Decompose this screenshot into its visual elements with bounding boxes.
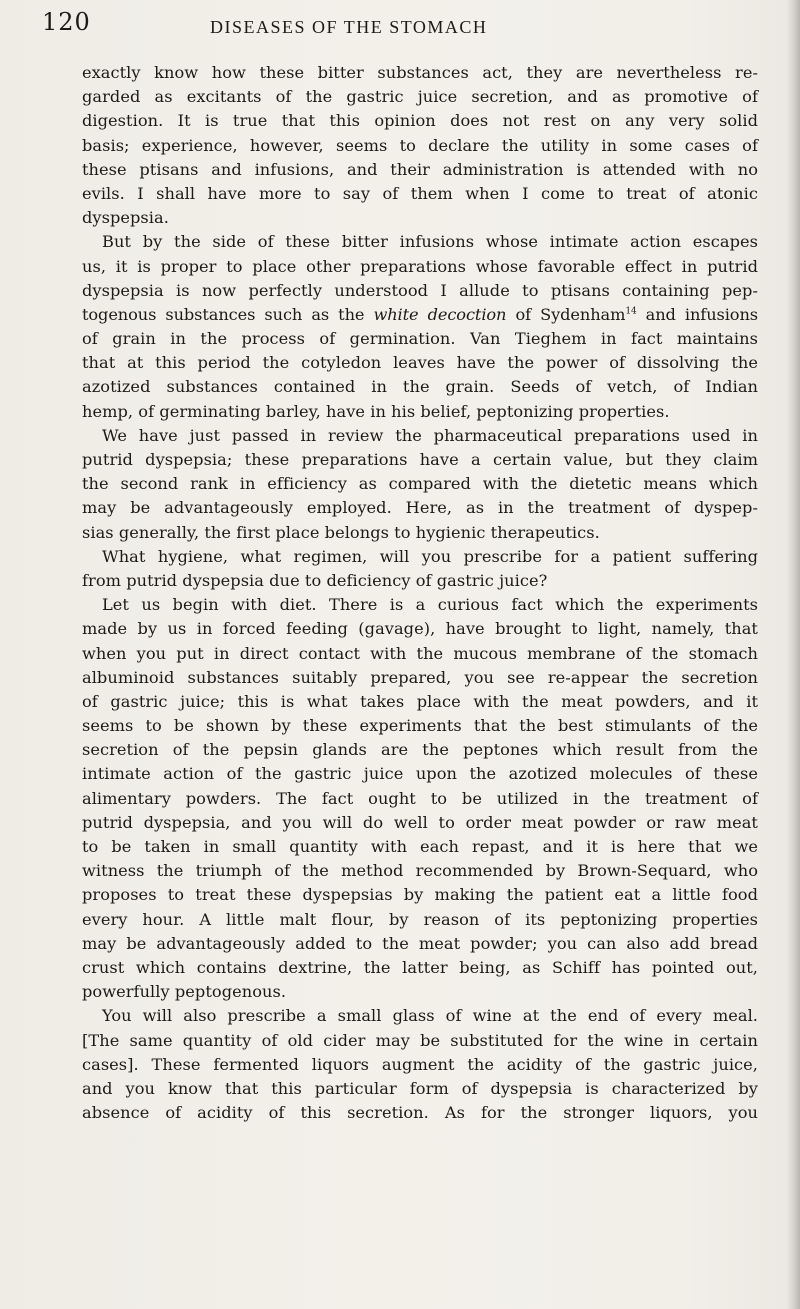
text-segment: and infusions [636,304,758,324]
page-edge-shadow [786,0,800,1309]
text-line: powerfully peptogenous. [82,982,287,1002]
text-line: alimentary powders. The fact ought to be utilized in the treatment of [82,788,758,808]
text-line: may be advantageously employed. Here, as in the treatment of dyspep- [82,498,758,518]
text-line: of grain in the process of germination. Van Tieghem in fact maintains [82,329,758,349]
text-line: from putrid dyspepsia due to deficiency of gastric juice? [82,570,548,590]
text-line: digestion. It is true that this opinion does not rest on any very solid [82,111,758,131]
text-line: may be advantageously added to the meat powder; you can also add bread [82,933,758,953]
text-line: evils. I shall have more to say of them when I come to treat of atonic [82,183,758,203]
text-line: azotized substances contained in the grain. Seeds of vetch, of Indian [82,377,758,397]
text-line: putrid dyspepsia, and you will do well to order meat powder or raw meat [82,812,758,832]
footnote-reference: 14 [625,306,637,317]
text-line: We have just passed in review the pharmaceutical preparations used in [102,425,758,445]
page-number: 120 [42,8,91,36]
body-text [82,61,758,1125]
text-line: these ptisans and infusions, and their administration is attended with no [82,159,758,179]
text-segment: of Sydenham [506,304,626,324]
text-line: made by us in forced feeding (gavage), have brought to light, namely, that [82,619,758,639]
text-line: You will also prescribe a small glass of wine at the end of every meal. [102,1006,758,1026]
text-line: seems to be shown by these experiments that the best stimulants of the [82,716,758,736]
text-line: What hygiene, what regimen, will you prescribe for a patient suffering [102,546,758,566]
text-line: absence of acidity of this secretion. As for the stronger liquors, you [82,1103,758,1123]
text-line: proposes to treat these dyspepsias by making the patient eat a little food [82,885,758,905]
text-line: witness the triumph of the method recommended by Brown-Sequard, who [82,861,758,881]
text-line: exactly know how these bitter substances act, they are nevertheless re- [82,63,758,82]
text-line: Let us begin with diet. There is a curious fact which the experiments [102,595,758,615]
text-line: [The same quantity of old cider may be substituted for the wine in certain [82,1030,758,1050]
emphasis-white-decoction: white decoction [373,304,507,324]
running-head: DISEASES OF THE STOMACH [210,17,488,37]
text-segment: togenous substances such as the [82,304,374,324]
text-line: of gastric juice; this is what takes place with the meat powders, and it [82,691,758,711]
text-line: to be taken in small quantity with each repast, and it is here that we [82,837,758,856]
text-line: garded as excitants of the gastric juice secretion, and as promotive of [82,87,758,107]
text-line: crust which contains dextrine, the latter being, as Schiff has pointed out, [82,957,758,977]
text-line: cases]. These fermented liquors augment the acidity of the gastric juice, [82,1054,758,1074]
text-line-with-emphasis [82,303,758,327]
text-line: intimate action of the gastric juice upon the azotized molecules of these [82,764,758,784]
text-line: dyspepsia is now perfectly understood I allude to ptisans containing pep- [82,280,758,300]
page-header [42,6,758,46]
text-line: us, it is proper to place other preparations whose favorable effect in putrid [82,256,758,276]
text-line: putrid dyspepsia; these preparations have a certain value, but they claim [82,450,758,469]
text-line: that at this period the cotyledon leaves have the power of dissolving the [82,353,758,373]
text-line: dyspepsia. [82,208,169,228]
text-line: the second rank in efficiency as compared with the dietetic means which [82,474,758,494]
text-line: every hour. A little malt flour, by reason of its peptonizing properties [82,909,758,929]
text-line: But by the side of these bitter infusions whose intimate action escapes [102,232,758,252]
text-line: secretion of the pepsin glands are the peptones which result from the [82,740,758,760]
text-line: hemp, of germinating barley, have in his belief, peptonizing properties. [82,401,670,421]
text-line: albuminoid substances suitably prepared, you see re-appear the secretion [82,667,758,687]
text-line: basis; experience, however, seems to declare the utility in some cases of [82,135,758,155]
text-line: sias generally, the first place belongs to hygienic therapeutics. [82,522,600,542]
text-line: and you know that this particular form of dyspepsia is characterized by [82,1078,758,1098]
text-line: when you put in direct contact with the mucous membrane of the stomach [82,643,758,663]
